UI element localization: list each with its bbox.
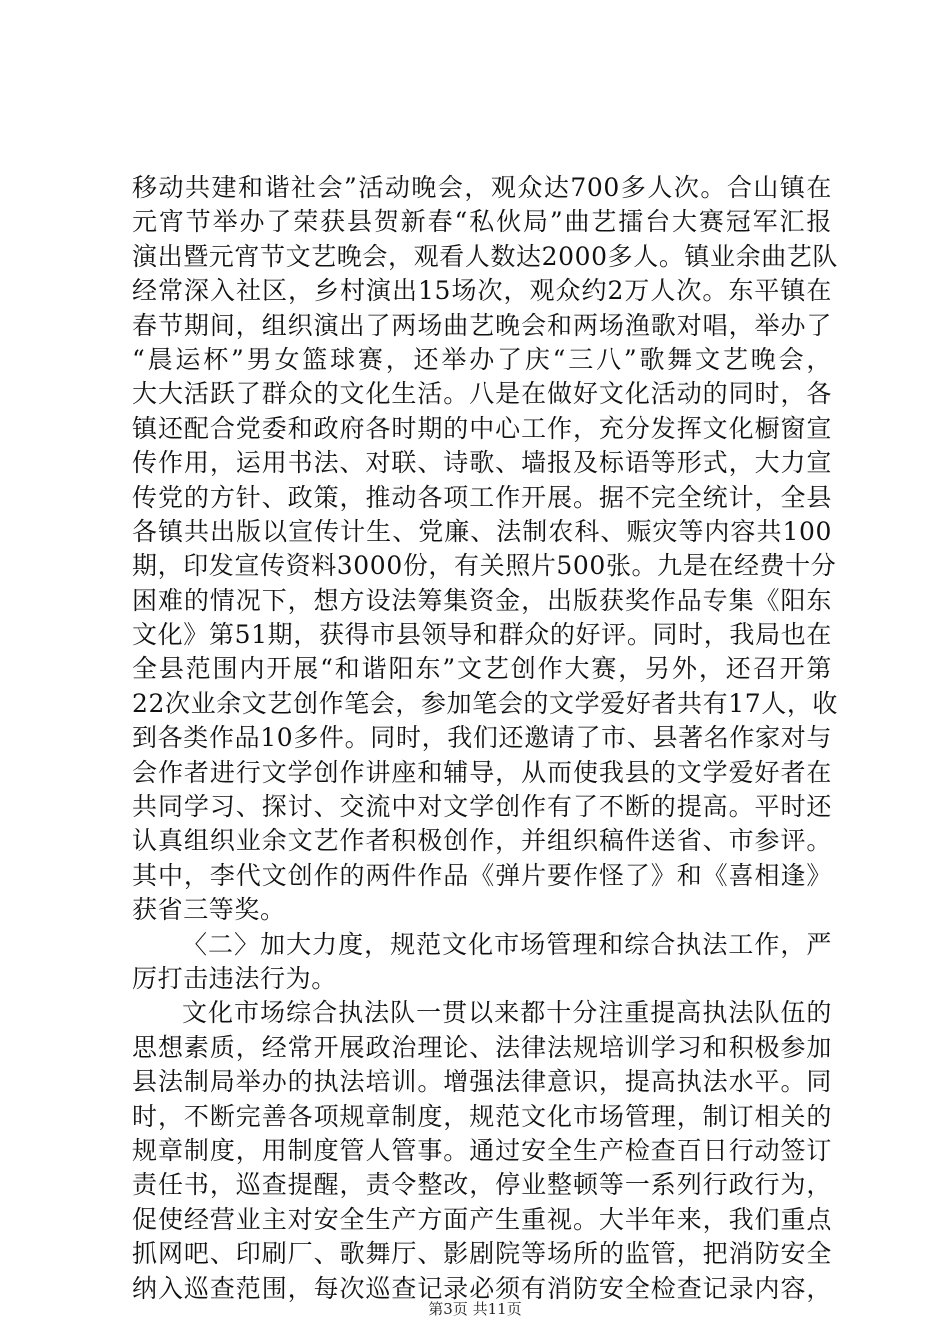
text-line: 责任书，巡查提醒，责令整改，停业整顿等一系列行政行为， — [132, 1170, 832, 1200]
text-line: 获省三等奖。 — [132, 895, 286, 925]
text-line: “晨运杯”男女篮球赛，还举办了庆“三八”歌舞文艺晚会， — [132, 344, 832, 374]
text-line: 厉打击违法行为。 — [132, 963, 337, 993]
text-line: 经常深入社区，乡村演出15场次，观众约2万人次。东平镇在 — [132, 276, 832, 306]
page-footer: 第3页 共11页 — [428, 1300, 522, 1318]
text-line: 大大活跃了群众的文化生活。八是在做好文化活动的同时，各 — [132, 379, 832, 409]
text-line: 认真组织业余文艺作者积极创作，并组织稿件送省、市参评。 — [132, 826, 832, 856]
text-line: 22次业余文艺创作笔会，参加笔会的文学爱好者共有17人，收 — [132, 688, 839, 718]
text-line: 其中，李代文创作的两件作品《弹片要作怪了》和《喜相逢》 — [132, 860, 832, 890]
text-line: 会作者进行文学创作讲座和辅导，从而使我县的文学爱好者在 — [132, 757, 832, 787]
text-line: 到各类作品10多件。同时，我们还邀请了市、县著名作家对与 — [132, 723, 832, 753]
text-line: 规章制度，用制度管人管事。通过安全生产检查百日行动签订 — [132, 1135, 832, 1165]
text-line: 文化市场综合执法队一贯以来都十分注重提高执法队伍的 — [182, 998, 832, 1028]
text-line: 共同学习、探讨、交流中对文学创作有了不断的提高。平时还 — [132, 792, 832, 822]
text-line: 全县范围内开展“和谐阳东”文艺创作大赛，另外，还召开第 — [132, 654, 832, 684]
text-line: 促使经营业主对安全生产方面产生重视。大半年来，我们重点 — [132, 1204, 832, 1234]
text-line: 镇还配合党委和政府各时期的中心工作，充分发挥文化橱窗宣 — [132, 413, 832, 443]
text-line: 时，不断完善各项规章制度，规范文化市场管理，制订相关的 — [132, 1101, 832, 1131]
text-line: 元宵节举办了荣获县贺新春“私伙局”曲艺擂台大赛冠军汇报 — [132, 207, 832, 237]
text-line: 传作用，运用书法、对联、诗歌、墙报及标语等形式，大力宣 — [132, 448, 832, 478]
text-line: 春节期间，组织演出了两场曲艺晚会和两场渔歌对唱，举办了 — [132, 310, 832, 340]
text-line: 思想素质，经常开展政治理论、法律法规培训学习和积极参加 — [132, 1032, 832, 1062]
text-line: 期，印发宣传资料3000份，有关照片500张。九是在经费十分 — [132, 551, 837, 581]
text-line: 传党的方针、政策，推动各项工作开展。据不完全统计，全县 — [132, 482, 832, 512]
text-line: 演出暨元宵节文艺晚会，观看人数达2000多人。镇业余曲艺队 — [132, 241, 839, 271]
document-body — [132, 171, 839, 1306]
text-line: 纳入巡查范围，每次巡查记录必须有消防安全检查记录内容， — [132, 1273, 832, 1303]
text-line: 各镇共出版以宣传计生、党廉、法制农科、赈灾等内容共100 — [132, 516, 832, 546]
text-line: 移动共建和谐社会”活动晚会，观众达700多人次。合山镇在 — [132, 173, 832, 202]
text-line: 文化》第51期，获得市县领导和群众的好评。同时，我局也在 — [132, 620, 832, 650]
text-line: 〈二〉加大力度，规范文化市场管理和综合执法工作，严 — [182, 929, 832, 959]
text-line: 困难的情况下，想方设法筹集资金，出版获奖作品专集《阳东 — [132, 585, 832, 615]
text-line: 抓网吧、印刷厂、歌舞厅、影剧院等场所的监管，把消防安全 — [132, 1239, 832, 1269]
text-line: 县法制局举办的执法培训。增强法律意识，提高执法水平。同 — [132, 1067, 832, 1097]
